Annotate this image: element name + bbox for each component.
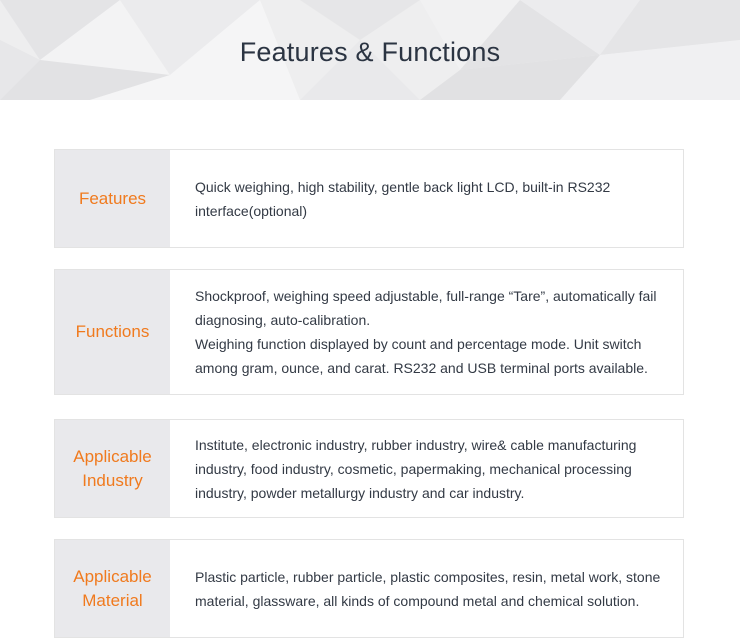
section-description-cell bbox=[195, 270, 663, 394]
section-description-cell bbox=[195, 150, 663, 247]
section-description-cell bbox=[195, 540, 663, 637]
section-label-cell bbox=[55, 540, 170, 637]
section-label-cell bbox=[55, 420, 170, 517]
section-description: Quick weighing, high stability, gentle back light LCD, built-in RS232 interface(optional) bbox=[195, 178, 611, 219]
section-card-functions bbox=[54, 269, 684, 395]
section-label-cell bbox=[55, 150, 170, 247]
section-label: Features bbox=[78, 188, 147, 208]
section-label: Functions bbox=[75, 322, 150, 341]
section-description: Shockproof, weighing speed adjustable, full-range “Tare”, automatically fail diagnosing, auto-calibration. Weighing function displayed by count and percentage mode. Unit switch among gram, ounce, and carat. RS232 and USB terminal ports available. bbox=[195, 288, 657, 376]
section-card-applicable-material bbox=[54, 539, 684, 638]
header-banner bbox=[0, 0, 740, 100]
page-title: Features & Functions bbox=[239, 37, 501, 67]
section-label-cell bbox=[55, 270, 170, 394]
section-description: Institute, electronic industry, rubber industry, wire& cable manufacturing industry, food industry, cosmetic, papermaking, mechanical processing industry, powder metallurgy industry and car industry. bbox=[195, 436, 637, 501]
section-description-cell bbox=[195, 420, 663, 517]
section-card-applicable-industry bbox=[54, 419, 684, 518]
section-description: Plastic particle, rubber particle, plastic composites, resin, metal work, stone material, glassware, all kinds of compound metal and chemical solution. bbox=[195, 568, 661, 609]
section-label: Applicable Material bbox=[73, 566, 152, 610]
section-label: Applicable Industry bbox=[73, 446, 152, 490]
section-card-features bbox=[54, 149, 684, 248]
